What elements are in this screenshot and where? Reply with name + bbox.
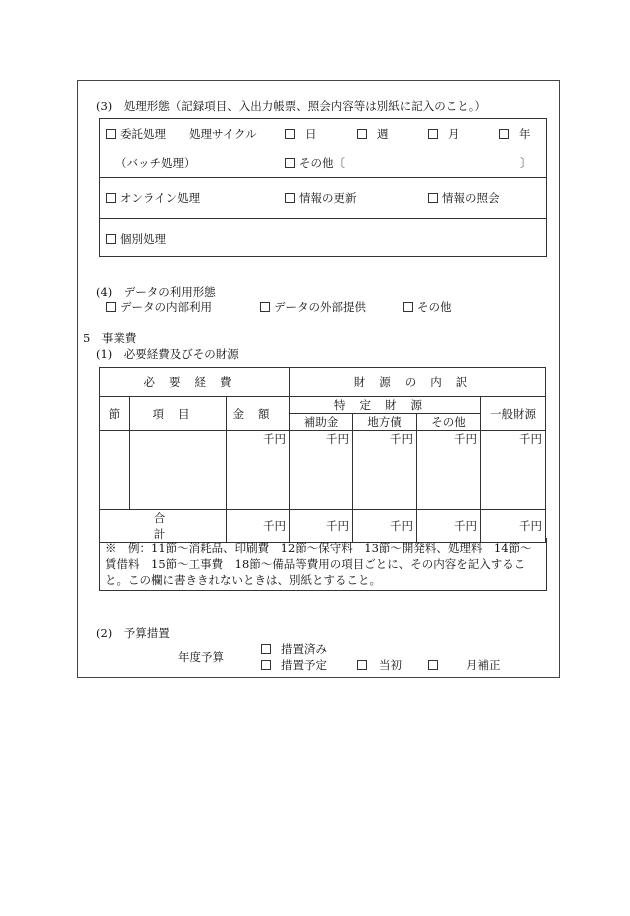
checkbox[interactable]	[106, 193, 116, 203]
setsu-cell[interactable]	[100, 431, 130, 510]
funding-breakdown-header: 財源の内訳	[290, 368, 546, 397]
bond-cell[interactable]: 千円	[353, 431, 417, 510]
budget-done-option[interactable]: 措置済み	[261, 641, 327, 657]
total-subsidy-cell[interactable]: 千円	[290, 510, 353, 543]
cycle-year[interactable]: 年	[499, 126, 531, 142]
checkbox[interactable]	[261, 660, 271, 670]
budget-month-fix-option[interactable]: 月補正	[428, 657, 501, 673]
cycle-month[interactable]: 月	[428, 126, 460, 142]
checkbox[interactable]	[499, 129, 509, 139]
internal-use-option[interactable]: データの内部利用	[106, 299, 212, 315]
update-option[interactable]: 情報の更新	[285, 190, 357, 206]
total-general-cell[interactable]: 千円	[481, 510, 546, 543]
checkbox[interactable]	[428, 193, 438, 203]
amount-header: 金額	[227, 397, 290, 431]
item-header: 項目	[130, 397, 227, 431]
budget-planned-option[interactable]: 措置予定	[261, 657, 327, 673]
amount-cell[interactable]: 千円	[227, 431, 290, 510]
bond-header: 地方債	[353, 414, 417, 431]
general-cell[interactable]: 千円	[481, 431, 546, 510]
data-use-other-option[interactable]: その他	[403, 299, 452, 315]
section5-2-heading: (2) 予算措置	[96, 626, 170, 640]
specific-funding-header: 特定財源	[290, 397, 481, 414]
example-note: ※ 例：11節～消耗品、印刷費 12節～保守料 13節～開発料、処理料 14節～賃借料 15節～工事費 18節～備品等費用の項目ごとに、その内容を記入すること。この欄に書ききれないときは、別紙とすること。	[99, 538, 547, 591]
checkbox[interactable]	[106, 234, 116, 244]
checkbox[interactable]	[285, 158, 295, 168]
checkbox[interactable]	[428, 660, 438, 670]
batch-label: （バッチ処理）	[115, 156, 196, 170]
total-bond-cell[interactable]: 千円	[353, 510, 417, 543]
section5-heading: 5 事業費	[83, 331, 137, 345]
general-funding-header: 一般財源	[481, 397, 546, 431]
cycle-week[interactable]: 週	[357, 126, 389, 142]
processing-type-box	[99, 118, 547, 257]
section5-1-heading: (1) 必要経費及びその財源	[96, 347, 239, 361]
inquiry-option[interactable]: 情報の照会	[428, 190, 500, 206]
checkbox[interactable]	[285, 193, 295, 203]
subsidy-cell[interactable]: 千円	[290, 431, 353, 510]
checkbox[interactable]	[261, 644, 271, 654]
itaku-option[interactable]: 委託処理	[106, 126, 166, 142]
external-provide-option[interactable]: データの外部提供	[260, 299, 366, 315]
cycle-day[interactable]: 日	[285, 126, 317, 142]
expense-table	[99, 367, 546, 543]
required-expense-header: 必要経費	[100, 368, 290, 397]
checkbox[interactable]	[106, 302, 116, 312]
budget-year-label: 年度予算	[178, 650, 224, 664]
other-funding-header: その他	[417, 414, 481, 431]
checkbox[interactable]	[285, 129, 295, 139]
subsidy-header: 補助金	[290, 414, 353, 431]
other-close-bracket: 〕	[520, 156, 532, 170]
checkbox[interactable]	[106, 129, 116, 139]
budget-initial-option[interactable]: 当初	[357, 657, 402, 673]
divider	[99, 218, 547, 219]
total-amount-cell[interactable]: 千円	[227, 510, 290, 543]
item-cell[interactable]	[130, 431, 227, 510]
cycle-other[interactable]: その他〔	[285, 155, 345, 171]
section3-heading: (3) 処理形態（記録項目、入出力帳票、照会内容等は別紙に記入のこと。）	[96, 99, 487, 113]
checkbox[interactable]	[357, 660, 367, 670]
individual-option[interactable]: 個別処理	[106, 231, 166, 247]
cycle-label: 処理サイクル	[189, 127, 257, 141]
checkbox[interactable]	[260, 302, 270, 312]
other-cell[interactable]: 千円	[417, 431, 481, 510]
checkbox[interactable]	[403, 302, 413, 312]
divider	[99, 177, 547, 178]
total-other-cell[interactable]: 千円	[417, 510, 481, 543]
online-option[interactable]: オンライン処理	[106, 190, 200, 206]
section4-heading: (4) データの利用形態	[96, 285, 216, 299]
checkbox[interactable]	[357, 129, 367, 139]
setsu-header: 節	[100, 397, 130, 431]
checkbox[interactable]	[428, 129, 438, 139]
total-label: 合計	[100, 510, 227, 543]
